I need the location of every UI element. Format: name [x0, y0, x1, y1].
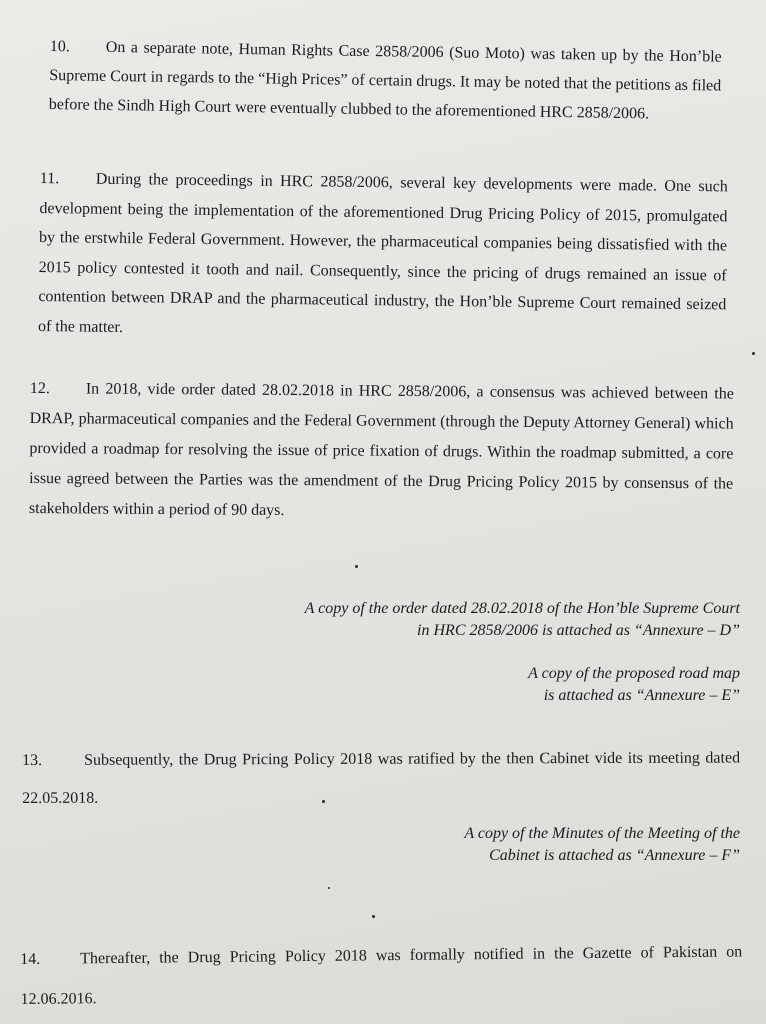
paper-speck — [328, 887, 330, 889]
paragraph-number: 13. — [22, 751, 43, 769]
annexure-e-note — [528, 663, 740, 707]
paragraph-text: In 2018, vide order dated 28.02.2018 in HRC 2858/2006, a consensus was achieved between the DRAP, pharmaceutical companies and the Federal Government (through the Deputy Attorney General) which provided a roadmap for resolving the issue of price fixation of drugs. Within the roadmap submitted, a core issue agreed between the Parties was the amendment of the Drug Pricing Policy 2015 by consensus of the stakeholders within a period of 90 days. — [28, 380, 734, 520]
paper-speck — [355, 565, 358, 568]
annexure-note-line: in HRC 2858/2006 is attached as “Annexure – D” — [417, 622, 740, 639]
paragraph-text: Thereafter, the Drug Pricing Policy 2018 was formally notified in the Gazette of Pakistan on 12.06.2016. — [20, 943, 743, 1008]
paragraph-11 — [38, 164, 728, 349]
paragraph-number: 10. — [49, 37, 70, 56]
paper-speck — [372, 915, 375, 918]
paragraph-number: 12. — [29, 379, 50, 398]
paper-speck — [752, 352, 755, 355]
annexure-f-note — [464, 823, 740, 867]
paragraph-13 — [22, 739, 740, 818]
paragraph-10 — [49, 32, 722, 130]
annexure-note-line: is attached as “Annexure – E” — [543, 687, 740, 704]
annexure-note-line: A copy of the proposed road map — [528, 665, 740, 682]
paper-speck — [322, 800, 325, 803]
paragraph-number: 11. — [39, 169, 60, 188]
paragraph-text: On a separate note, Human Rights Case 2858/2006 (Suo Moto) was taken up by the Hon’ble Supreme Court in regards to the “High Prices” of certain drugs. It may be noted that the petitions as filed before the Sindh High Court were eventually clubbed to the aforementioned HRC 2858/2006. — [48, 38, 722, 123]
annexure-d-note — [305, 598, 740, 642]
annexure-note-line: A copy of the order dated 28.02.2018 of the Hon’ble Supreme Court — [304, 600, 740, 617]
paragraph-text: Subsequently, the Drug Pricing Policy 2018 was ratified by the then Cabinet vide its meeting dated 22.05.2018. — [22, 749, 741, 807]
annexure-note-line: Cabinet is attached as “Annexure – F” — [489, 847, 740, 864]
paragraph-12 — [29, 374, 734, 530]
paragraph-number: 14. — [20, 950, 41, 968]
paragraph-text: During the proceedings in HRC 2858/2006, several key developments were made. One such development being the implementation of the aforementioned Drug Pricing Policy of 2015, promulgated by the erstwhile Federal Government. However, the pharmaceutical companies being dissatisfied with the 2015 policy contested it tooth and nail. Consequently, since the pricing of drugs remained an issue of contention between DRAP and the pharmaceutical industry, the Hon’ble Supreme Court remained seized of the matter. — [37, 170, 728, 336]
paragraph-14 — [20, 932, 743, 1020]
annexure-note-line: A copy of the Minutes of the Meeting of the — [464, 825, 740, 842]
